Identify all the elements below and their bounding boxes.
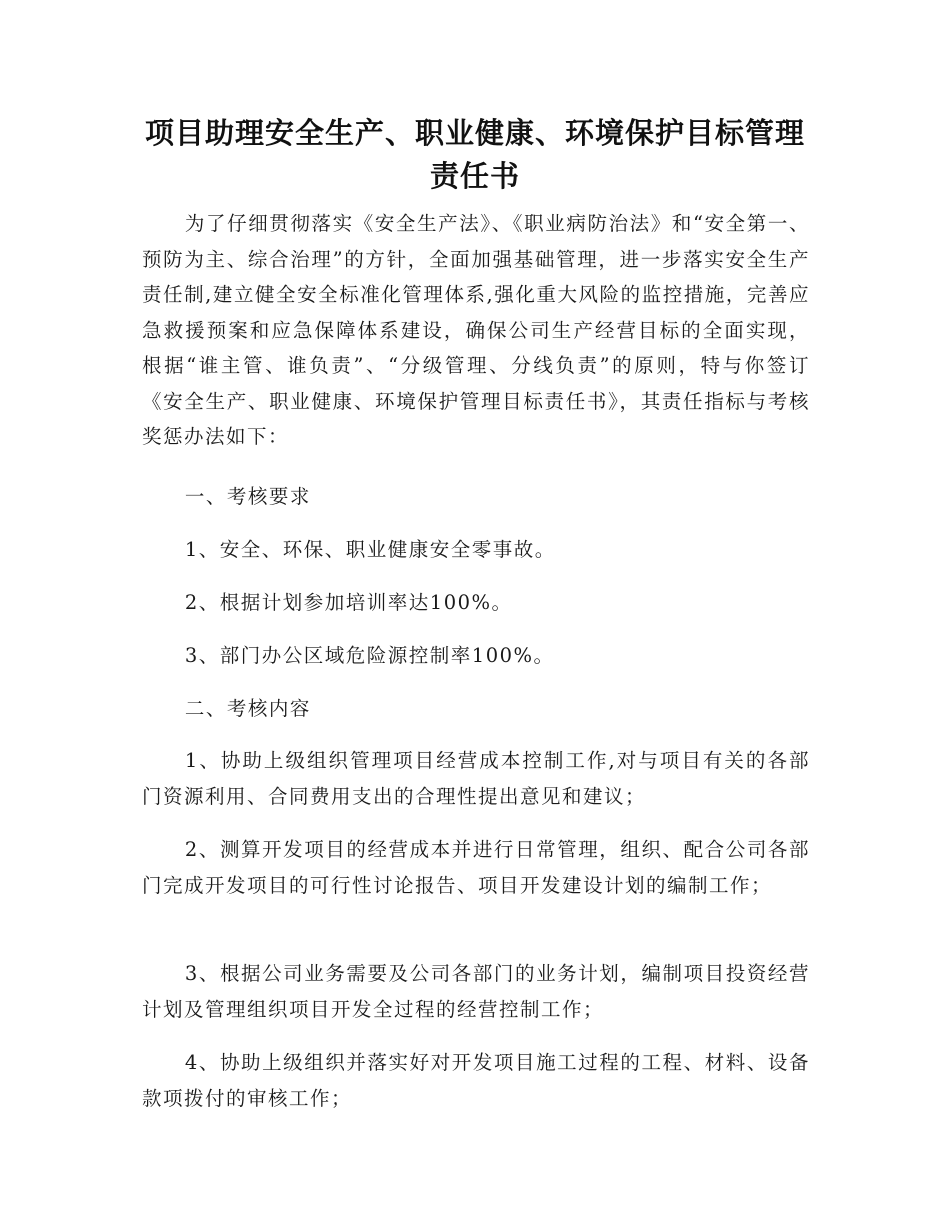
content-item-3: 3、根据公司业务需要及公司各部门的业务计划，编制项目投资经营计划及管理组织项目开发全过程的经营控制工作； <box>142 962 810 1021</box>
section-heading-requirements: 一、考核要求 <box>184 485 311 508</box>
requirement-item-2: 2、根据计划参加培训率达100%。 <box>184 591 513 614</box>
requirement-item-3: 3、部门办公区域危险源控制率100%。 <box>184 644 555 667</box>
content-item-1: 1、协助上级组织管理项目经营成本控制工作,对与项目有关的各部门资源利用、合同费用支出的合理性提出意见和建议； <box>142 749 810 808</box>
requirement-item-1: 1、安全、环保、职业健康安全零事故。 <box>184 538 556 561</box>
content-item-4: 4、协助上级组织并落实好对开发项目施工过程的工程、材料、设备款项拨付的审核工作； <box>142 1051 810 1110</box>
intro-paragraph: 为了仔细贯彻落实《安全生产法》、《职业病防治法》和“安全第一、预防为主、综合治理”的方针，全面加强基础管理，进一步落实安全生产责任制,建立健全安全标准化管理体系,强化重大风险的监控措施，完善应急救援预案和应急保障体系建设，确保公司生产经营目标的全面实现，根据“谁主管、谁负责”、“分级管理、分线负责”的原则，特与你签订《安全生产、职业健康、环境保护管理目标责任书》，其责任指标与考核奖惩办法如下： <box>142 212 810 448</box>
content-item-2: 2、测算开发项目的经营成本并进行日常管理，组织、配合公司各部门完成开发项目的可行性讨论报告、项目开发建设计划的编制工作； <box>142 838 810 897</box>
section-heading-content: 二、考核内容 <box>184 697 311 720</box>
document-title: 项目助理安全生产、职业健康、环境保护目标管理责任书 <box>144 116 805 193</box>
